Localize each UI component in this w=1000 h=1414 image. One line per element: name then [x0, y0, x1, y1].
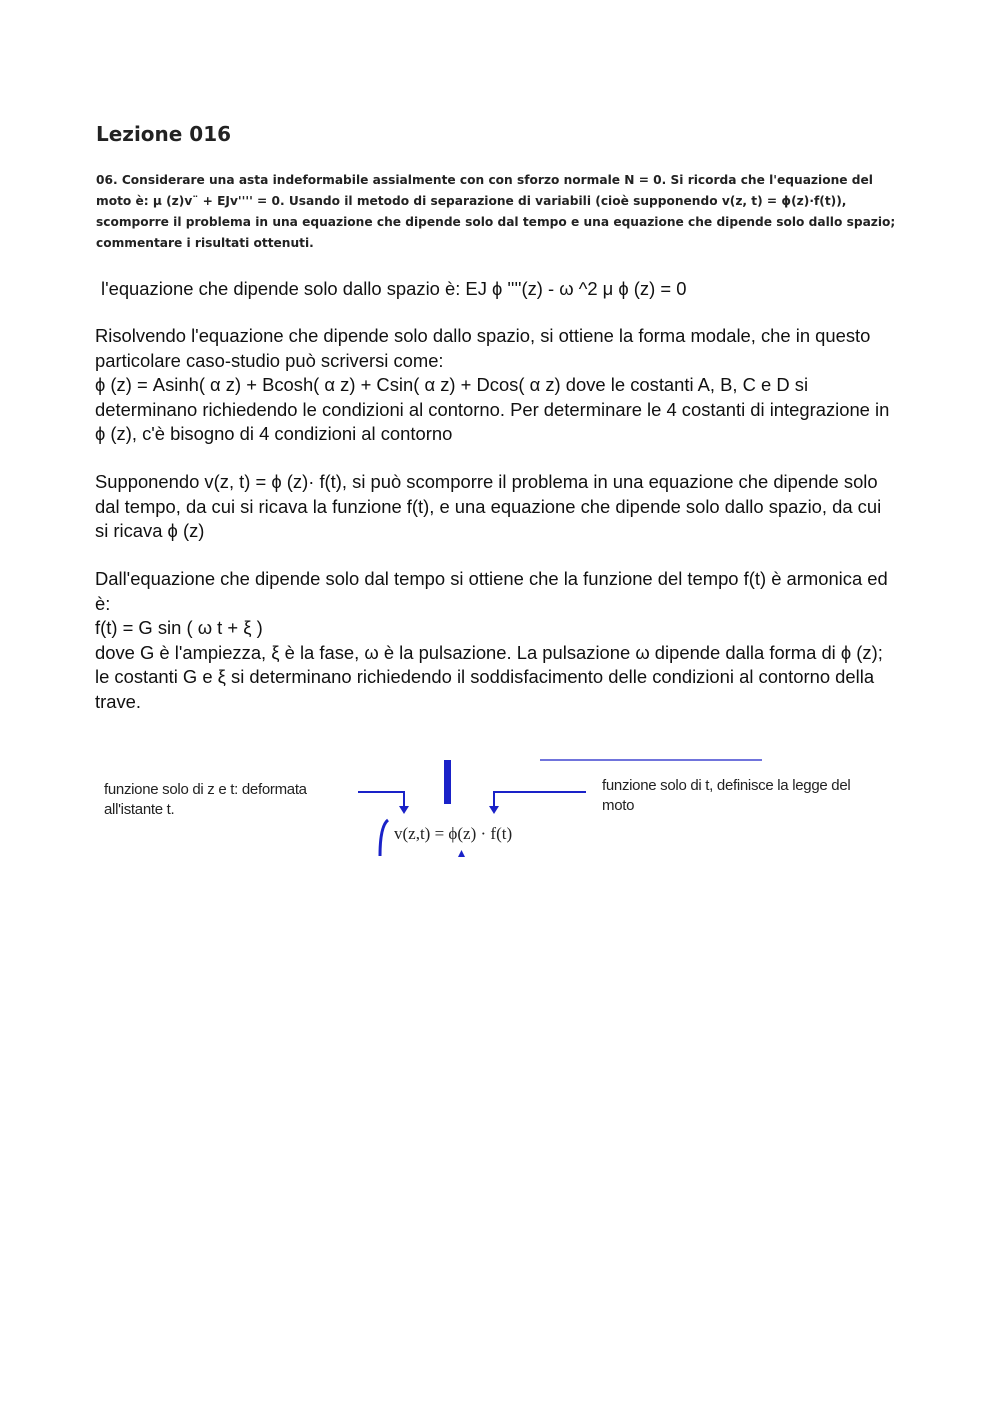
bottom-marker: [458, 850, 465, 857]
right-arrow-line: [494, 792, 586, 808]
time-equation-comment: dove G è l'ampiezza, ξ è la fase, ω è la pulsazione. La pulsazione ω dipende dalla forma di ϕ (z); le costanti G e ξ si determinano richiedendo il soddisfacimento delle condizioni al contorno della trave.: [95, 641, 883, 712]
separation-diagram: [96, 746, 896, 866]
right-arrow-head: [489, 806, 499, 814]
vertical-bar: [444, 760, 451, 804]
answer-paragraph-3: [95, 470, 895, 544]
separation-text: Supponendo v(z, t) = ϕ (z)· f(t), si può scomporre il problema in una equazione che dipende solo dal tempo, da cui si ricava la funzione f(t), e una equazione che dipende solo dallo spazio, da cui si ricava ϕ (z): [95, 471, 882, 541]
left-annotation: funzione solo di z e t: deformata all'istante t.: [104, 781, 307, 818]
question-text: 06. Considerare una asta indeformabile assialmente con con sforzo normale N = 0. Si ricorda che l'equazione del moto è: μ (z)v¨ + EJv'''' = 0. Usando il metodo di separazione di variabili (cioè supponendo v(z, t) = ϕ(z)·f(t)), scomporre il problema in una equazione che dipende solo dal tempo e una equazione che dipende solo dallo spazio; commentare i risultati ottenuti.: [96, 173, 896, 250]
right-annotation: funzione solo di t, definisce la legge del moto: [602, 777, 851, 814]
time-equation-intro: Dall'equazione che dipende solo dal tempo si ottiene che la funzione del tempo f(t) è armonica ed è:: [95, 568, 888, 614]
left-arrow-line: [358, 792, 404, 808]
answer-paragraph-2: [95, 324, 895, 447]
time-equation: f(t) = G sin ( ω t + ξ ): [95, 617, 263, 638]
lesson-title: Lezione 016: [96, 122, 232, 146]
answer-paragraph-1: [101, 277, 901, 302]
space-equation: l'equazione che dipende solo dallo spazio è: EJ ϕ ''''(z) - ω ^2 μ ϕ (z) = 0: [101, 278, 687, 299]
modal-form-equation: ϕ (z) = Asinh( α z) + Bcosh( α z) + Csin( α z) + Dcos( α z) dove le costanti A, B, C e D si determinano richiedendo le condizioni al contorno. Per determinare le 4 costanti di integrazione in ϕ (z), c'è bisogno di 4 condizioni al contorno: [95, 374, 890, 444]
figure-equation: v(z,t) = ϕ(z) · f(t): [394, 824, 513, 843]
left-arrow-head: [399, 806, 409, 814]
answer-paragraph-4: [95, 567, 895, 714]
modal-form-intro: Risolvendo l'equazione che dipende solo dallo spazio, si ottiene la forma modale, che in questo particolare caso-studio può scriversi come:: [95, 325, 871, 371]
left-bracket: [380, 820, 388, 856]
